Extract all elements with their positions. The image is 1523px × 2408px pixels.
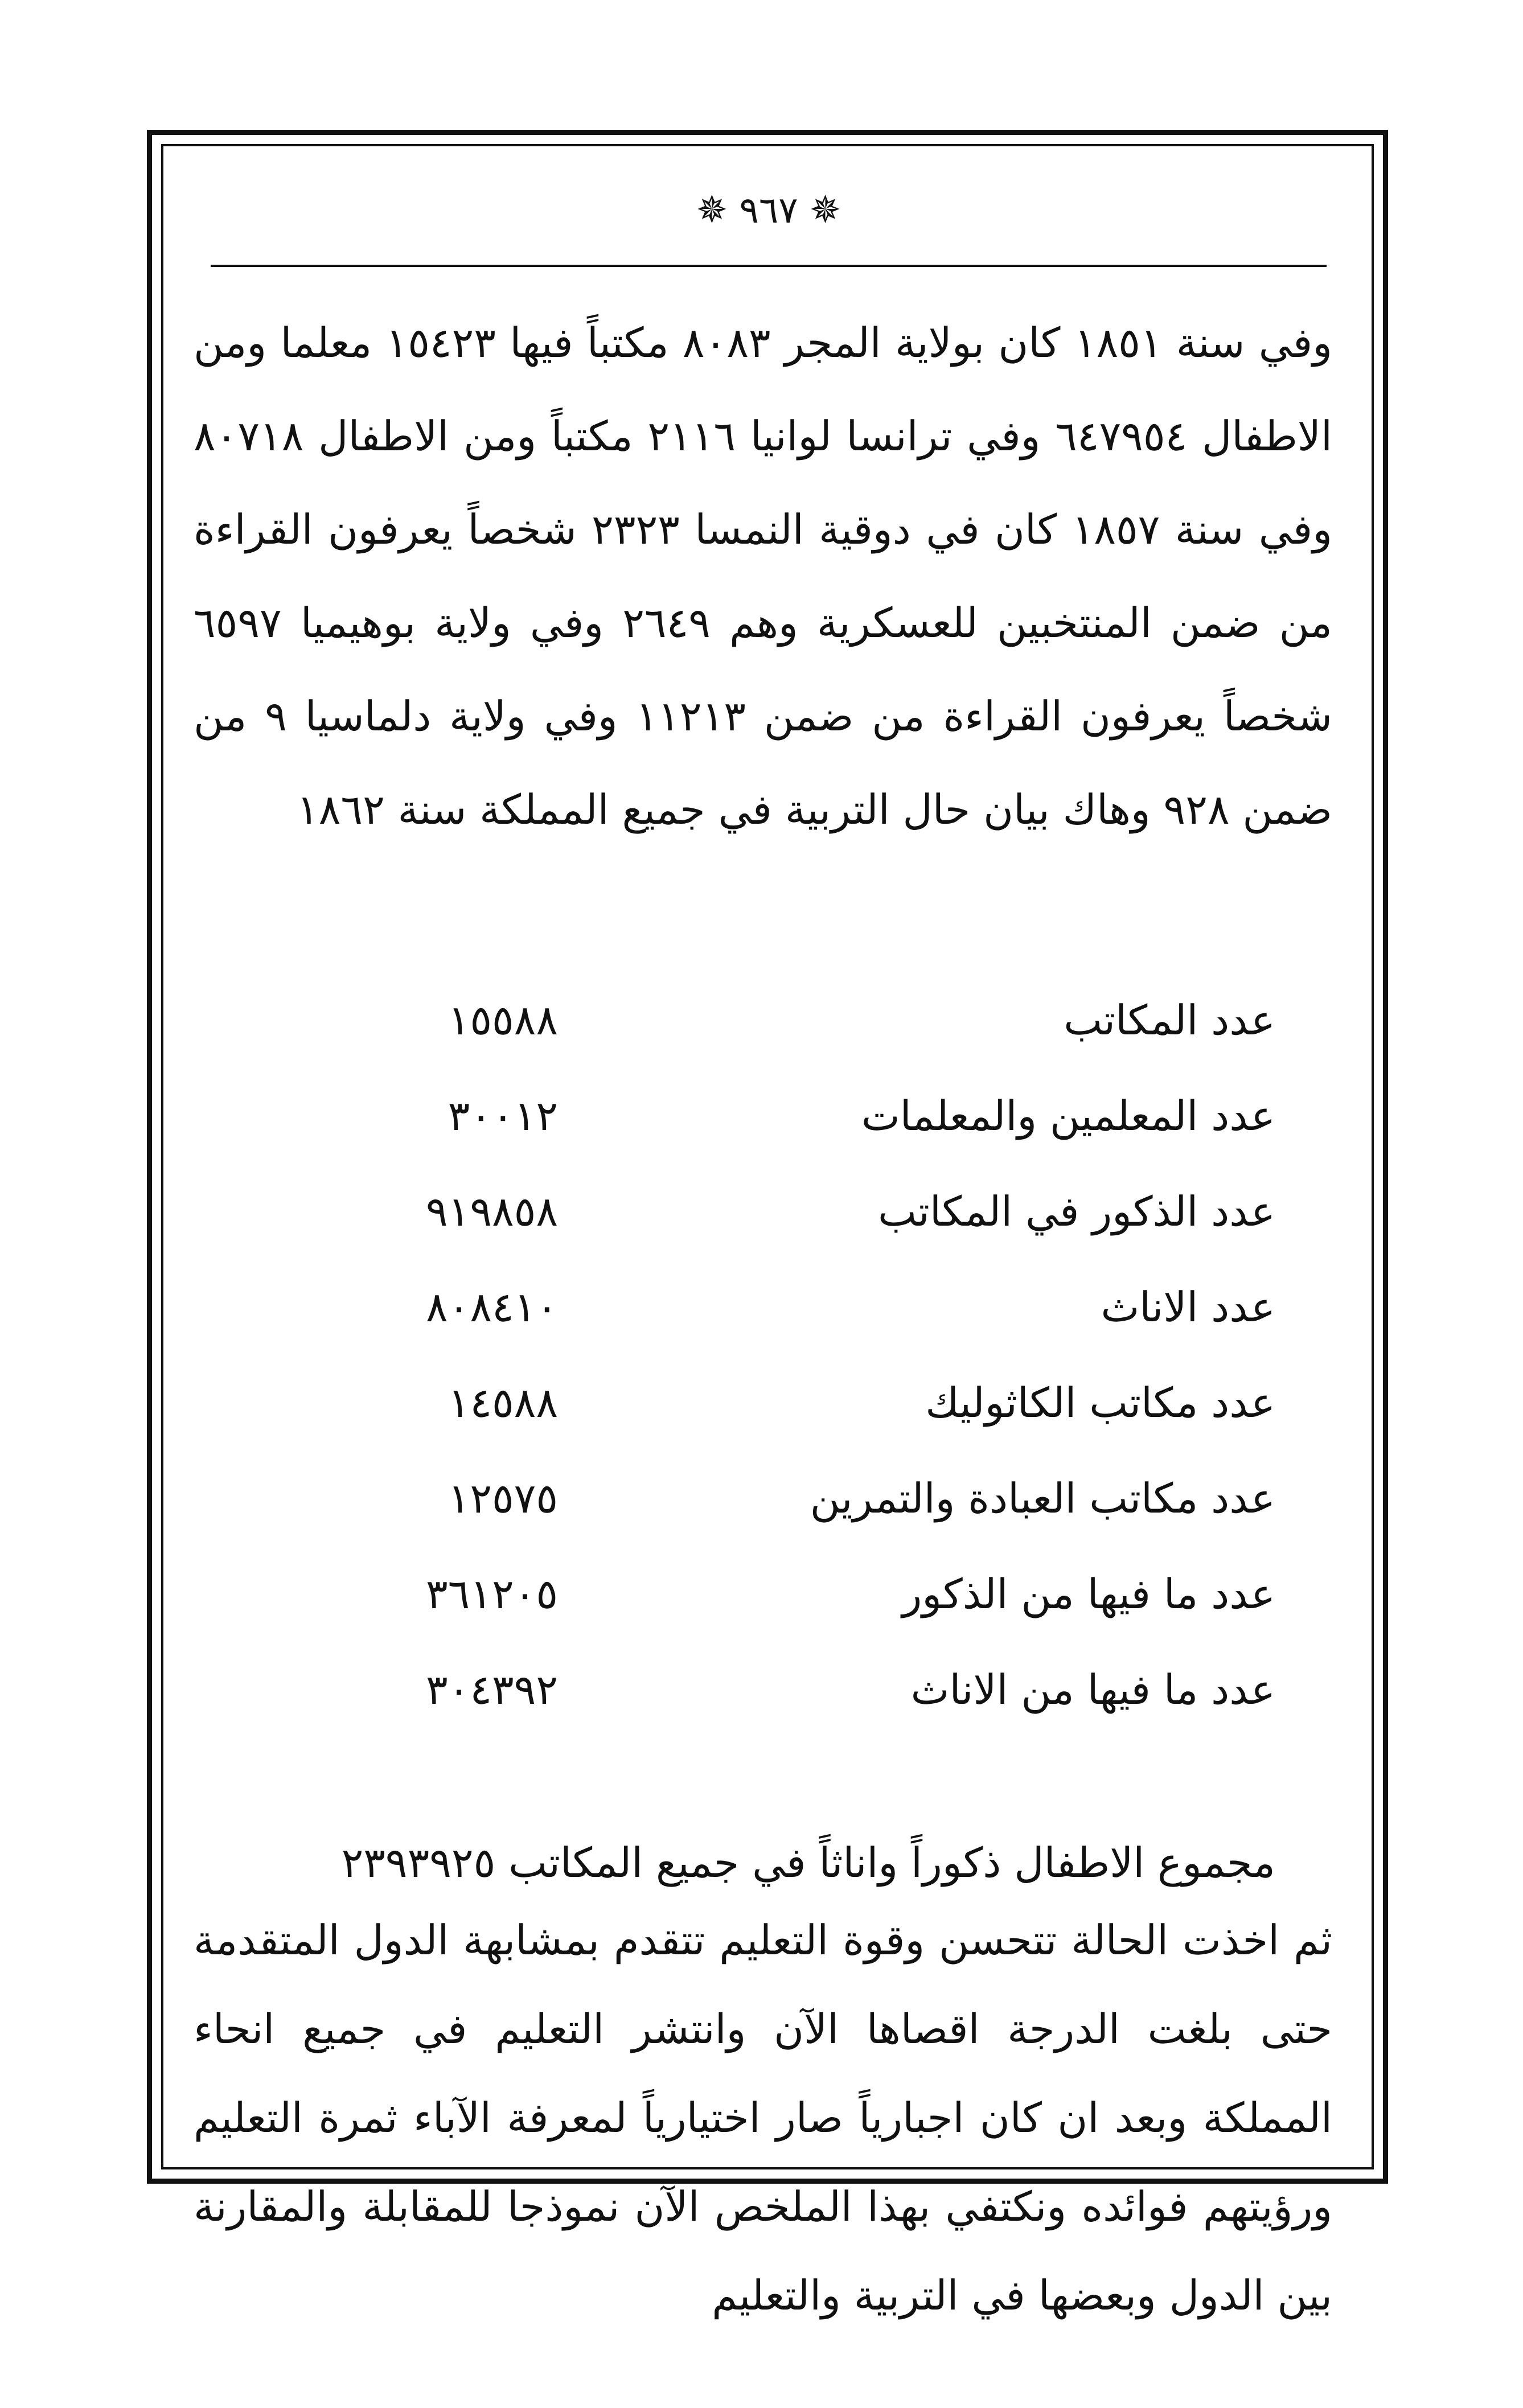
row-value: ١٥٥٨٨ bbox=[448, 996, 558, 1044]
table-row bbox=[188, 1452, 1349, 1547]
row-label: عدد الاناث bbox=[1101, 1283, 1275, 1331]
row-value: ١٢٥٧٥ bbox=[448, 1474, 558, 1522]
document-page bbox=[188, 165, 1349, 2319]
table-row bbox=[188, 1643, 1349, 1739]
row-label: عدد مكاتب العبادة والتمرين bbox=[810, 1474, 1275, 1522]
row-value: ٣٦١٢٠٥ bbox=[425, 1570, 558, 1618]
table-row bbox=[188, 1260, 1349, 1356]
table-row bbox=[188, 973, 1349, 1069]
paragraph-conclusion: ثم اخذت الحالة تتحسن وقوة التعليم تتقدم بمشابهة الدول المتقدمة حتى بلغت الدرجة اقصاها الآن وانتشر التعليم في جميع انحاء المملكة وبعد ان كان اجبارياً صار اختيارياً لمعرفة الآباء ثمرة التعليم ورؤيتهم فوائده ونكتفي بهذا الملخص الآن نموذجا للمقابلة والمقارنة بين الدول وبعضها في التربية والتعليم bbox=[194, 1916, 1332, 2319]
ornament-left-icon: ✵ bbox=[696, 188, 728, 232]
row-label: عدد الذكور في المكاتب bbox=[878, 1187, 1275, 1235]
header-rule bbox=[211, 265, 1327, 267]
ornament-right-icon: ✵ bbox=[809, 188, 841, 232]
total-line: مجموع الاطفال ذكوراً واناثاً في جميع المكاتب ٢٣٩٣٩٢٥ bbox=[341, 1839, 1275, 1887]
table-row bbox=[188, 1165, 1349, 1260]
row-value: ٣٠٠١٢ bbox=[448, 1092, 558, 1140]
paragraph-intro: وفي سنة ١٨٥١ كان بولاية المجر ٨٠٨٣ مكتباً فيها ١٥٤٢٣ معلما ومن الاطفال ٦٤٧٩٥٤ وفي ترانسا لوانيا ٢١١٦ مكتباً ومن الاطفال ٨٠٧١٨ وفي سنة ١٨٥٧ كان في دوقية النمسا ٢٣٢٣ شخصاً يعرفون القراءة من ضمن المنتخبين للعسكرية وهم ٢٦٤٩ وفي ولاية بوهيميا ٦٥٩٧ شخصاً يعرفون القراءة من ضمن ١١٢١٣ وفي ولاية دلماسيا ٩ من ضمن ٩٢٨ وهاك بيان حال التربية في جميع المملكة سنة ١٨٦٢ bbox=[194, 319, 1333, 833]
row-value: ٣٠٤٣٩٢ bbox=[425, 1666, 558, 1713]
row-label: عدد المكاتب bbox=[1064, 996, 1275, 1044]
row-value: ١٤٥٨٨ bbox=[448, 1379, 558, 1427]
table-row bbox=[188, 1547, 1349, 1643]
row-label: عدد ما فيها من الذكور bbox=[902, 1570, 1275, 1618]
row-label: عدد ما فيها من الاناث bbox=[910, 1666, 1275, 1713]
row-label: عدد مكاتب الكاثوليك bbox=[925, 1379, 1275, 1427]
table-row bbox=[188, 1069, 1349, 1165]
row-value: ٨٠٨٤١٠ bbox=[425, 1283, 558, 1331]
page-number: ٩٦٧ bbox=[739, 190, 798, 232]
page-header bbox=[188, 188, 1349, 232]
row-label: عدد المعلمين والمعلمات bbox=[861, 1092, 1275, 1140]
table-row bbox=[188, 1356, 1349, 1452]
row-value: ٩١٩٨٥٨ bbox=[425, 1187, 558, 1235]
statistics-table bbox=[188, 973, 1349, 1739]
